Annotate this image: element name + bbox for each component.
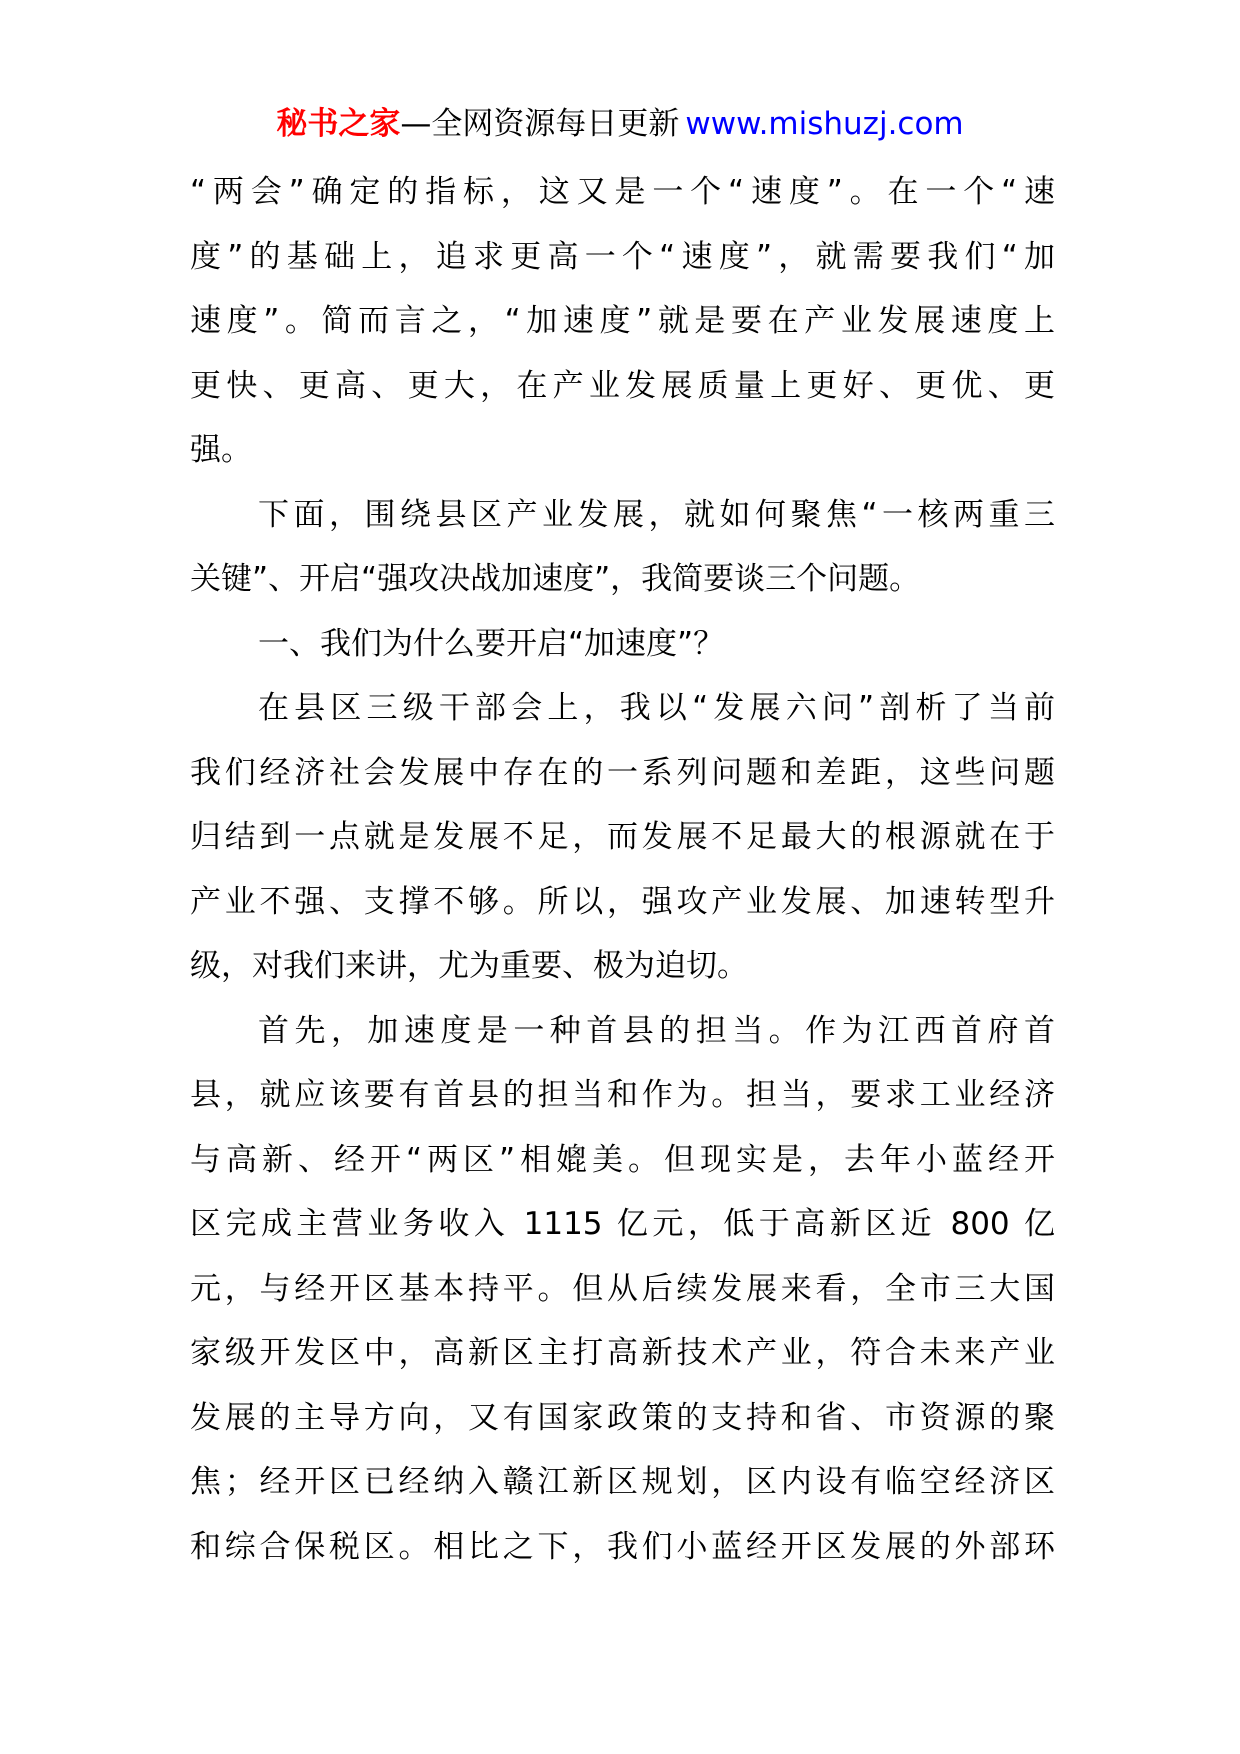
- text-line: 在县区三级干部会上，我以“发展六问”剖析了当前: [258, 690, 1055, 726]
- header-tagline: —全网资源每日更新: [400, 106, 680, 142]
- text-line: 归结到一点就是发展不足，而发展不足最大的根源就在于: [190, 819, 1055, 855]
- text-line: 速度”。简而言之，“加速度”就是要在产业发展速度上: [190, 303, 1055, 339]
- text-line: 级，对我们来讲，尤为重要、极为迫切。: [190, 948, 748, 984]
- text-line: 发展的主导方向，又有国家政策的支持和省、市资源的聚: [190, 1399, 1055, 1436]
- text-line: 我们经济社会发展中存在的一系列问题和差距，这些问题: [190, 754, 1055, 791]
- website-link[interactable]: www.mishuzj.com: [685, 106, 964, 142]
- document-body: [190, 160, 1055, 1579]
- text-line: 强。: [190, 432, 252, 468]
- text-line: 焦；经开区已经纳入赣江新区规划，区内设有临空经济区: [190, 1464, 1055, 1500]
- text-line: 与高新、经开“两区”相媲美。但现实是，去年小蓝经开: [190, 1141, 1055, 1178]
- text-line: 家级开发区中，高新区主打高新技术产业，符合未来产业: [190, 1335, 1055, 1371]
- text-line: 县，就应该要有首县的担当和作为。担当，要求工业经济: [190, 1077, 1055, 1113]
- text-line: 产业不强、支撑不够。所以，强攻产业发展、加速转型升: [190, 883, 1055, 920]
- brand-name: 秘书之家: [276, 106, 401, 142]
- page-header: [0, 102, 1240, 146]
- text-line: “两会”确定的指标，这又是一个“速度”。在一个“速: [190, 174, 1055, 210]
- text-line: 关键”、开启“强攻决战加速度”，我简要谈三个问题。: [190, 561, 921, 597]
- text-line: 首先，加速度是一种首县的担当。作为江西首府首: [258, 1012, 1055, 1049]
- text-line: 元，与经开区基本持平。但从后续发展来看，全市三大国: [190, 1270, 1055, 1307]
- text-line: 区完成主营业务收入 1115 亿元，低于高新区近 800 亿: [190, 1206, 1055, 1242]
- text-line: 一、我们为什么要开启“加速度”？: [258, 625, 725, 662]
- text-line: 和综合保税区。相比之下，我们小蓝经开区发展的外部环: [190, 1528, 1055, 1565]
- text-line: 下面，围绕县区产业发展，就如何聚焦“一核两重三: [258, 496, 1055, 533]
- text-line: 更快、更高、更大，在产业发展质量上更好、更优、更: [190, 367, 1055, 404]
- text-line: 度”的基础上，追求更高一个“速度”，就需要我们“加: [190, 238, 1055, 275]
